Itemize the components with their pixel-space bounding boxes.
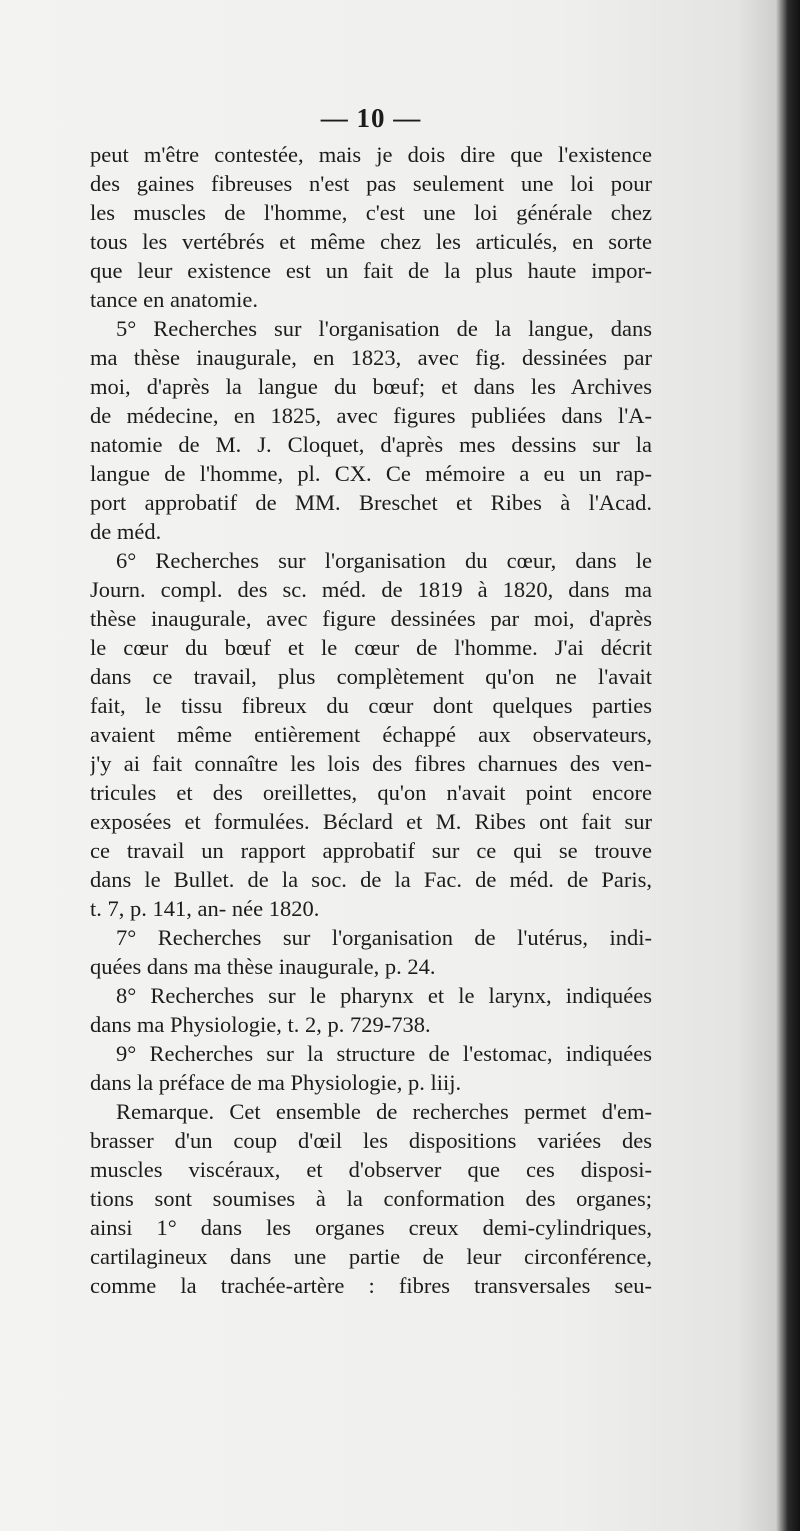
text-line: de médecine, en 1825, avec figures publiées dans l'A-: [90, 403, 652, 428]
text-line: dans la préface de ma Physiologie, p. liij.: [90, 1070, 462, 1095]
text-line: Journ. compl. des sc. méd. de 1819 à 1820, dans ma: [90, 577, 652, 602]
text-line: port approbatif de MM. Breschet et Ribes à l'Acad.: [90, 490, 652, 515]
text-line: ce travail un rapport approbatif sur ce qui se trouve: [90, 838, 652, 863]
text-line: tions sont soumises à la conformation des organes;: [90, 1186, 652, 1211]
text-line: avaient même entièrement échappé aux observateurs,: [90, 722, 652, 747]
text-line: 8° Recherches sur le pharynx et le larynx, indiquées: [116, 983, 652, 1008]
text-line: thèse inaugurale, avec figure dessinées par moi, d'après: [90, 606, 652, 631]
text-line: les muscles de l'homme, c'est une loi générale chez: [90, 200, 652, 225]
text-line: 9° Recherches sur la structure de l'estomac, indiquées: [116, 1041, 652, 1066]
text-line: cartilagineux dans une partie de leur circonférence,: [90, 1244, 652, 1269]
text-line: exposées et formulées. Béclard et M. Ribes ont fait sur: [90, 809, 652, 834]
text-line: muscles viscéraux, et d'observer que ces disposi-: [90, 1157, 652, 1182]
text-line: comme la trachée-artère : fibres transversales seu-: [90, 1273, 652, 1298]
text-line: tous les vertébrés et même chez les articulés, en sorte: [90, 229, 652, 254]
text-line: de méd.: [90, 519, 162, 544]
text-line: langue de l'homme, pl. CX. Ce mémoire a eu un rap-: [90, 461, 652, 486]
text-line: dans ma Physiologie, t. 2, p. 729-738.: [90, 1012, 431, 1037]
text-line: natomie de M. J. Cloquet, d'après mes dessins sur la: [90, 432, 652, 457]
text-line: tance en anatomie.: [90, 287, 259, 312]
text-line: 5° Recherches sur l'organisation de la langue, dans: [116, 316, 652, 341]
text-line: tricules et des oreillettes, qu'on n'avait point encore: [90, 780, 652, 805]
text-line: quées dans ma thèse inaugurale, p. 24.: [90, 954, 436, 979]
text-line: dans le Bullet. de la soc. de la Fac. de méd. de Paris,: [90, 867, 652, 892]
text-line: t. 7, p. 141, an- née 1820.: [90, 896, 320, 921]
text-line: ainsi 1° dans les organes creux demi-cylindriques,: [90, 1215, 652, 1240]
body-text: [90, 140, 652, 1300]
text-line: le cœur du bœuf et le cœur de l'homme. J'ai décrit: [90, 635, 652, 660]
text-line: des gaines fibreuses n'est pas seulement une loi pour: [90, 171, 652, 196]
text-line: peut m'être contestée, mais je dois dire que l'existence: [90, 142, 652, 167]
text-line: ma thèse inaugurale, en 1823, avec fig. dessinées par: [90, 345, 652, 370]
text-line: j'y ai fait connaître les lois des fibres charnues des ven-: [90, 751, 652, 776]
text-line: moi, d'après la langue du bœuf; et dans les Archives: [90, 374, 652, 399]
text-line: que leur existence est un fait de la plus haute impor-: [90, 258, 652, 283]
text-line: dans ce travail, plus complètement qu'on ne l'avait: [90, 664, 652, 689]
text-line: fait, le tissu fibreux du cœur dont quelques parties: [90, 693, 652, 718]
page-number: — 10 —: [320, 103, 422, 133]
text-line: 6° Recherches sur l'organisation du cœur, dans le: [116, 548, 652, 573]
text-line: brasser d'un coup d'œil les dispositions variées des: [90, 1128, 652, 1153]
text-line: Remarque. Cet ensemble de recherches permet d'em-: [116, 1099, 652, 1124]
text-line: 7° Recherches sur l'organisation de l'utérus, indi-: [116, 925, 652, 950]
page-text: [90, 100, 652, 1300]
